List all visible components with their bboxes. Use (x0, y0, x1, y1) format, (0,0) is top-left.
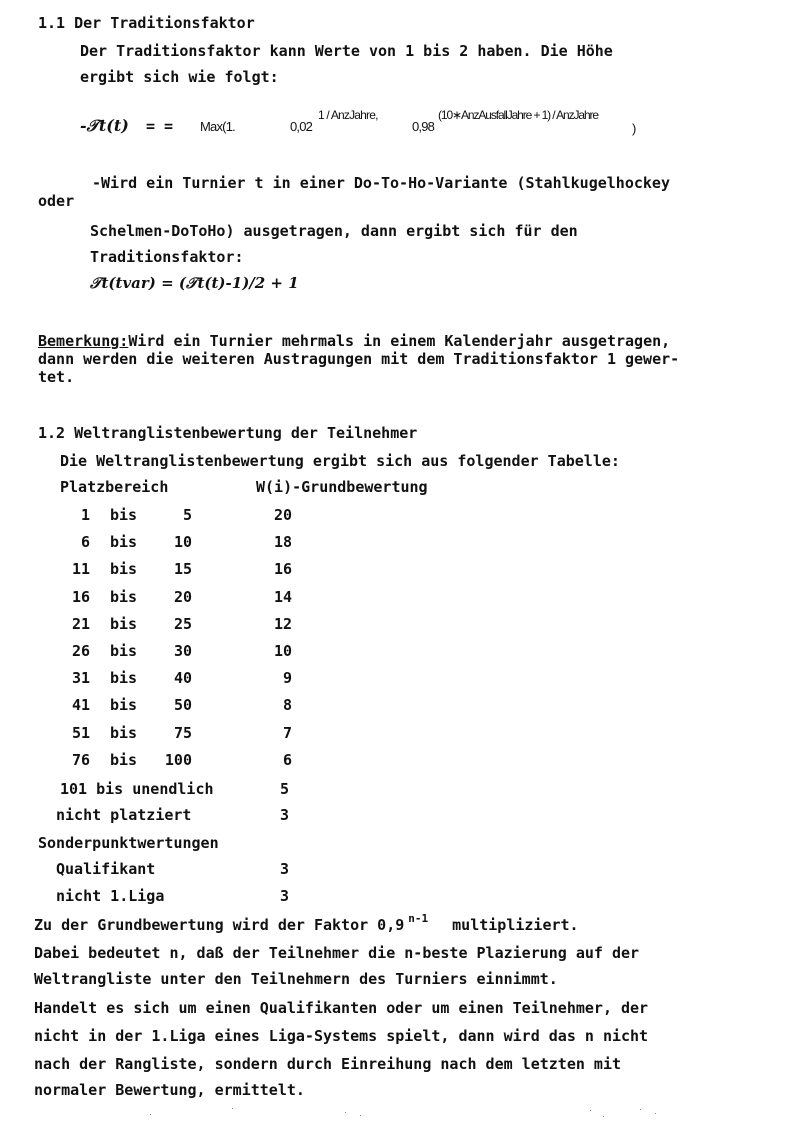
range-from: 31 (71, 669, 90, 687)
range-separator: bis (110, 615, 138, 633)
formula-exponent-1: 1 / AnzJahre, (318, 108, 378, 122)
range-from: 6 (80, 533, 90, 551)
factor-line (34, 912, 579, 934)
table-row-infinite (0, 780, 802, 800)
column-header-range: Platzbereich (60, 478, 169, 496)
factor-text: Zu der Grundbewertung wird der Faktor 0,9 (34, 916, 405, 934)
section-1-heading: 1.1 Der Traditionsfaktor (38, 14, 255, 32)
paragraph-line-5: nach der Rangliste, sondern durch Einreihung nach dem letzten mit (34, 1055, 621, 1073)
special-value: 3 (280, 860, 290, 878)
table-row (0, 533, 802, 553)
range-to: 75 (173, 724, 192, 742)
variant-formula: 𝒯t(tvar) = (𝒯t(t)-1)/2 + 1 (90, 274, 299, 292)
rating-value: 12 (273, 615, 292, 633)
range-to: 100 (164, 751, 192, 769)
range-separator: bis (110, 669, 138, 687)
section-2-intro: Die Weltranglistenbewertung ergibt sich aus folgender Tabelle: (60, 452, 620, 470)
rating-value: 8 (282, 696, 292, 714)
formula-equals: = = (146, 117, 174, 135)
rating-value: 6 (282, 751, 292, 769)
table-row (0, 642, 802, 662)
paragraph-line-2: Weltrangliste unter den Teilnehmern des Turniers einnimmt. (34, 970, 558, 988)
range-label: nicht platziert (56, 806, 192, 824)
range-separator: bis (110, 560, 138, 578)
formula-close: ) (632, 121, 636, 136)
range-label: 101 bis unendlich (60, 780, 214, 798)
range-separator: bis (110, 724, 138, 742)
range-from: 21 (71, 615, 90, 633)
section-1-intro-line-2: ergibt sich wie folgt: (80, 68, 279, 86)
table-row (0, 669, 802, 689)
range-to: 40 (173, 669, 192, 687)
special-row-not-first-league (0, 887, 802, 907)
range-from: 16 (71, 588, 90, 606)
range-to: 25 (173, 615, 192, 633)
remark-label: Bemerkung: (38, 332, 129, 350)
formula-base-2: 0,98 (412, 119, 435, 134)
section-1-intro-line-1: Der Traditionsfaktor kann Werte von 1 bis 2 haben. Die Höhe (80, 42, 613, 60)
range-from: 76 (71, 751, 90, 769)
table-row (0, 560, 802, 580)
range-separator: bis (110, 588, 138, 606)
table-row (0, 615, 802, 635)
remark-line-2: dann werden die weiteren Austragungen mit dem Traditionsfaktor 1 gewer- (38, 350, 680, 368)
range-to: 30 (173, 642, 192, 660)
table-row (0, 588, 802, 608)
rating-value: 18 (273, 533, 292, 551)
range-to: 5 (182, 506, 192, 524)
formula-max: Max(1. (200, 119, 235, 134)
rating-value: 3 (280, 806, 290, 824)
rating-value: 14 (273, 588, 292, 606)
range-from: 1 (80, 506, 90, 524)
variant-line-1: -Wird ein Turnier t in einer Do-To-Ho-Variante (Stahlkugelhockey (92, 174, 670, 192)
range-to: 50 (173, 696, 192, 714)
range-to: 10 (173, 533, 192, 551)
formula-exponent-2: (10∗AnzAusfallJahre + 1) / AnzJahre (438, 108, 598, 122)
table-row (0, 696, 802, 716)
section-2-heading: 1.2 Weltranglistenbewertung der Teilnehmer (38, 424, 418, 442)
paragraph-line-1: Dabei bedeutet n, daß der Teilnehmer die n-beste Plazierung auf der (34, 944, 640, 962)
table-row-unplaced (0, 806, 802, 826)
table-row (0, 724, 802, 744)
range-separator: bis (110, 642, 138, 660)
paragraph-line-3: Handelt es sich um einen Qualifikanten oder um einen Teilnehmer, der (34, 999, 649, 1017)
range-separator: bis (110, 506, 138, 524)
range-from: 11 (71, 560, 90, 578)
rating-value: 9 (282, 669, 292, 687)
table-row (0, 751, 802, 771)
rating-value: 16 (273, 560, 292, 578)
rating-value: 20 (273, 506, 292, 524)
special-label: nicht 1.Liga (56, 887, 165, 905)
paragraph-line-6: normaler Bewertung, ermittelt. (34, 1081, 305, 1099)
range-from: 51 (71, 724, 90, 742)
range-separator: bis (110, 751, 138, 769)
remark-text-1: Wird ein Turnier mehrmals in einem Kalenderjahr ausgetragen, (128, 332, 671, 350)
special-label: Qualifikant (56, 860, 156, 878)
table-row (0, 506, 802, 526)
range-to: 15 (173, 560, 192, 578)
special-heading: Sonderpunktwertungen (38, 834, 219, 852)
range-to: 20 (173, 588, 192, 606)
paragraph-line-4: nicht in der 1.Liga eines Liga-Systems spielt, dann wird das n nicht (34, 1027, 649, 1045)
range-separator: bis (110, 696, 138, 714)
special-value: 3 (280, 887, 290, 905)
rating-value: 10 (273, 642, 292, 660)
variant-line-4: Traditionsfaktor: (90, 248, 244, 266)
column-header-value: W(i)-Grundbewertung (256, 478, 428, 496)
range-separator: bis (110, 533, 138, 551)
factor-tail: multipliziert. (452, 916, 579, 934)
variant-line-3: Schelmen-DoToHo) ausgetragen, dann ergibt sich für den (90, 222, 578, 240)
rating-value: 5 (280, 780, 290, 798)
range-from: 41 (71, 696, 90, 714)
rating-value: 7 (282, 724, 292, 742)
factor-exponent: n-1 (408, 912, 429, 925)
remark-line-1 (38, 332, 670, 350)
special-row-qualifier (0, 860, 802, 880)
formula-base-1: 0,02 (290, 119, 313, 134)
formula-lhs: -𝒯t(t) (80, 116, 129, 135)
range-from: 26 (71, 642, 90, 660)
remark-line-3: tet. (38, 368, 75, 386)
variant-line-2: oder (38, 192, 75, 210)
